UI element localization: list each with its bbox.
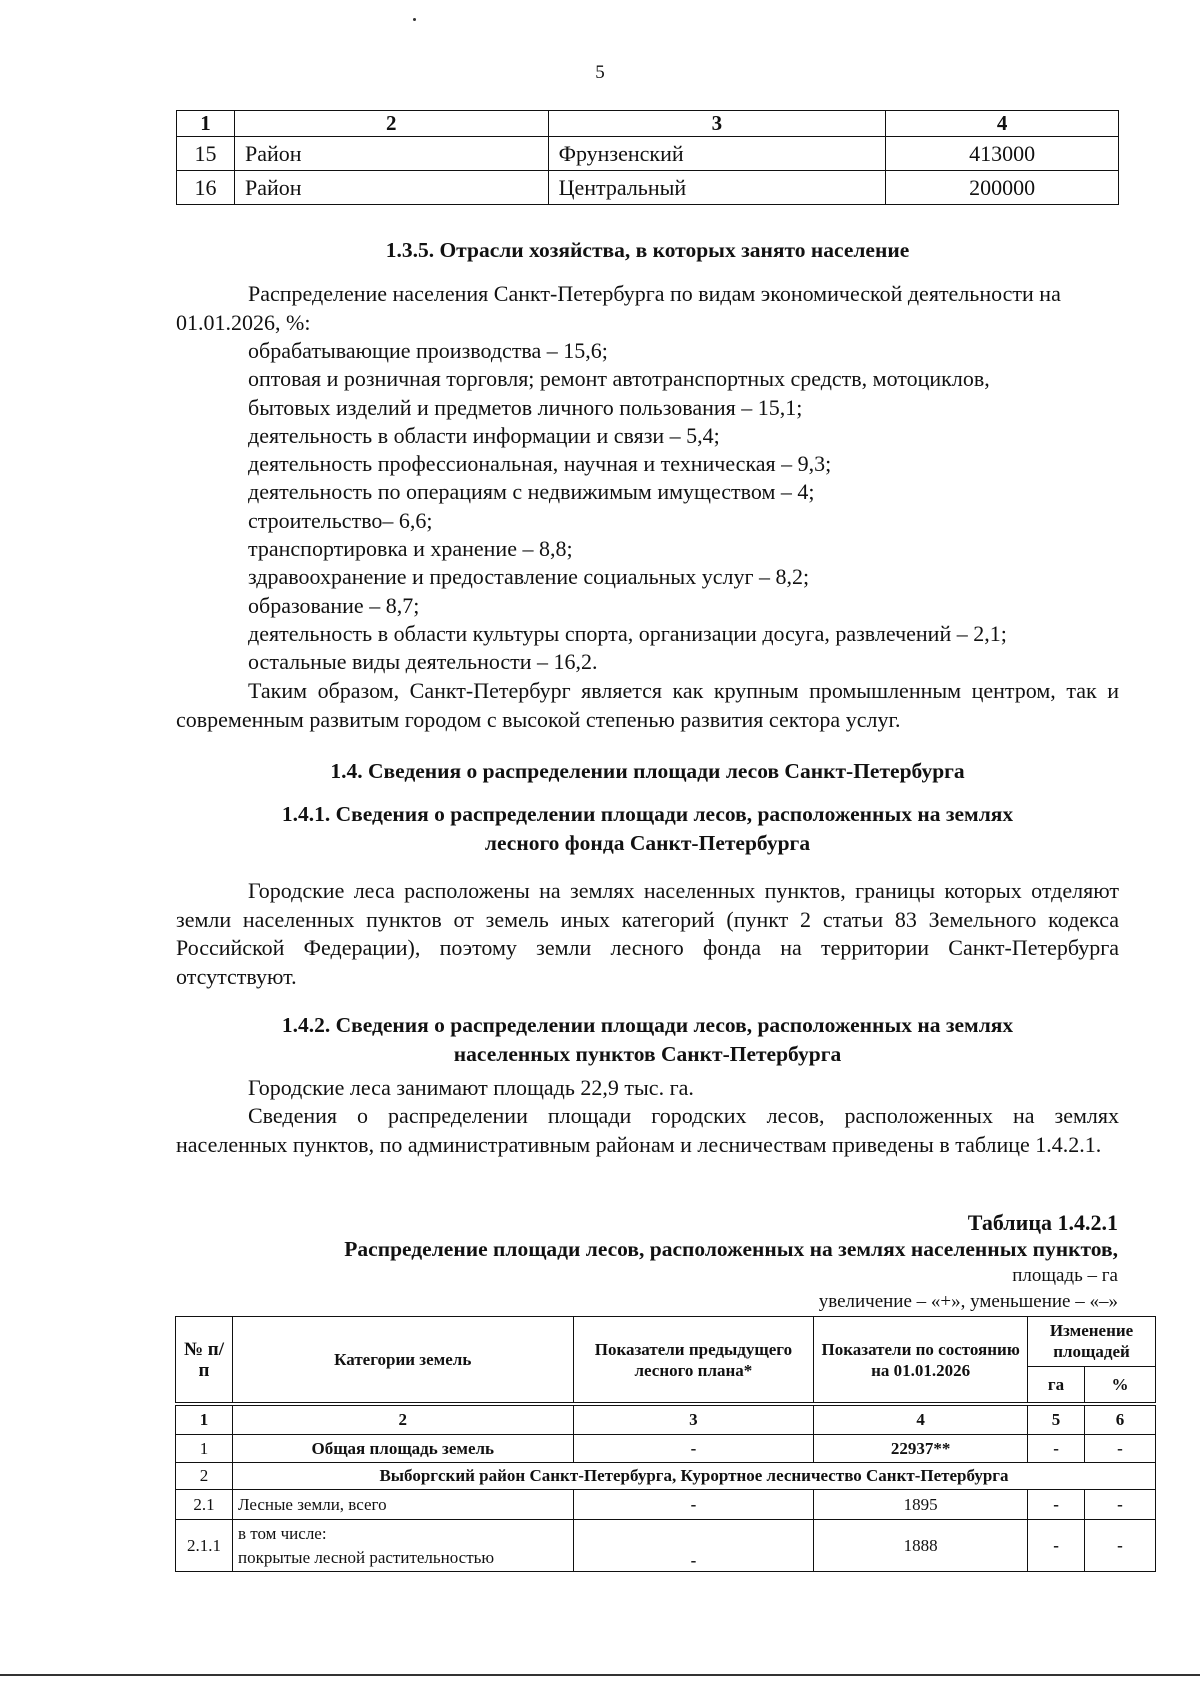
list-item: обрабатывающие производства – 15,6; (248, 338, 608, 363)
header-num: № п/п (176, 1317, 233, 1405)
table-row: 1 Общая площадь земель - 22937** - - (176, 1435, 1156, 1463)
section-heading-1-3-5: 1.3.5. Отрасли хозяйства, в которых занято население (385, 238, 910, 262)
section-heading-1-4-2: 1.4.2. Сведения о распределении площади лесов, расположенных на землях населенных пунктов Санкт-Петербурга (281, 1013, 1014, 1066)
table-note: увеличение – «+», уменьшение – «–» (818, 1291, 1118, 1312)
paragraph-area: Городские леса занимают площадь 22,9 тыс. га. (248, 1075, 694, 1100)
table-caption: Распределение площади лесов, расположенных на землях населенных пунктов, (344, 1237, 1118, 1261)
header-change: Изменение площадей (1028, 1317, 1156, 1367)
table-header-row (176, 1317, 1156, 1367)
header-current: Показатели по состоянию на 01.01.2026 (814, 1317, 1028, 1405)
header-pct: % (1085, 1366, 1156, 1404)
list-item: деятельность по операциям с недвижимым имуществом – 4; (248, 479, 815, 505)
header-previous: Показатели предыдущего лесного плана* (573, 1317, 814, 1405)
section-heading-1-4-1: 1.4.1. Сведения о распределении площади лесов, расположенных на землях лесного фонда Санкт-Петербурга (281, 802, 1014, 855)
list-item: строительство– 6,6; (248, 507, 433, 533)
table-row: 16 Район Центральный 200000 (177, 171, 1119, 205)
table-row: 15 Район Фрунзенский 413000 (177, 137, 1119, 171)
header-ha: га (1028, 1366, 1085, 1404)
table-row: 2 Выборгский район Санкт-Петербурга, Курортное лесничество Санкт-Петербурга (176, 1463, 1156, 1490)
paragraph-reference: Сведения о распределении площади городских лесов, расположенных на землях населенных пунктов, по административным районам и лесничествам приведены в таблице 1.4.2.1. (176, 1103, 1119, 1157)
table-row: 2.1.1 в том числе: покрытые лесной растительностью - 1888 - - (176, 1520, 1156, 1572)
district-table (176, 110, 1119, 205)
list-item: остальные виды деятельности – 16,2. (248, 649, 598, 675)
forest-area-table (175, 1316, 1156, 1572)
activity-list (248, 337, 1128, 677)
section-heading-1-4: 1.4. Сведения о распределении площади лесов Санкт-Петербурга (330, 759, 965, 783)
scan-bottom-edge (0, 1674, 1200, 1676)
list-item: деятельность в области культуры спорта, организации досуга, развлечений – 2,1; (248, 620, 1007, 646)
list-item: деятельность профессиональная, научная и техническая – 9,3; (248, 451, 832, 477)
list-item: транспортировка и хранение – 8,8; (248, 536, 573, 562)
table-label: Таблица 1.4.2.1 (967, 1210, 1118, 1235)
page-number: 5 (595, 62, 605, 83)
header-category: Категории земель (232, 1317, 573, 1405)
table-unit: площадь – га (1012, 1265, 1118, 1286)
list-item: бытовых изделий и предметов личного пользования – 15,1; (248, 394, 803, 420)
paragraph-intro: Распределение населения Санкт-Петербурга по видам экономической деятельности на 01.01.2026, %: (176, 281, 1061, 335)
table-header-row: 1 2 3 4 (177, 111, 1119, 137)
scan-speck (413, 18, 416, 21)
paragraph-conclusion: Таким образом, Санкт-Петербург является как крупным промышленным центром, так и современным развитым городом с высокой степенью развития сектора услуг. (176, 678, 1119, 732)
list-item: образование – 8,7; (248, 592, 420, 618)
paragraph-forest-fund: Городские леса расположены на землях населенных пунктов, границы которых отделяют земли населенных пунктов от земель иных категорий (пункт 2 статьи 83 Земельного кодекса Российской Федерации), поэтому земли лесного фонда на территории Санкт-Петербурга отсутствуют. (176, 878, 1119, 989)
table-row: 2.1 Лесные земли, всего - 1895 - - (176, 1490, 1156, 1520)
column-number-row: 1 2 3 4 5 6 (176, 1404, 1156, 1435)
list-item: оптовая и розничная торговля; ремонт автотранспортных средств, мотоциклов, (248, 366, 990, 392)
list-item: деятельность в области информации и связи – 5,4; (248, 422, 720, 448)
list-item: здравоохранение и предоставление социальных услуг – 8,2; (248, 564, 810, 590)
